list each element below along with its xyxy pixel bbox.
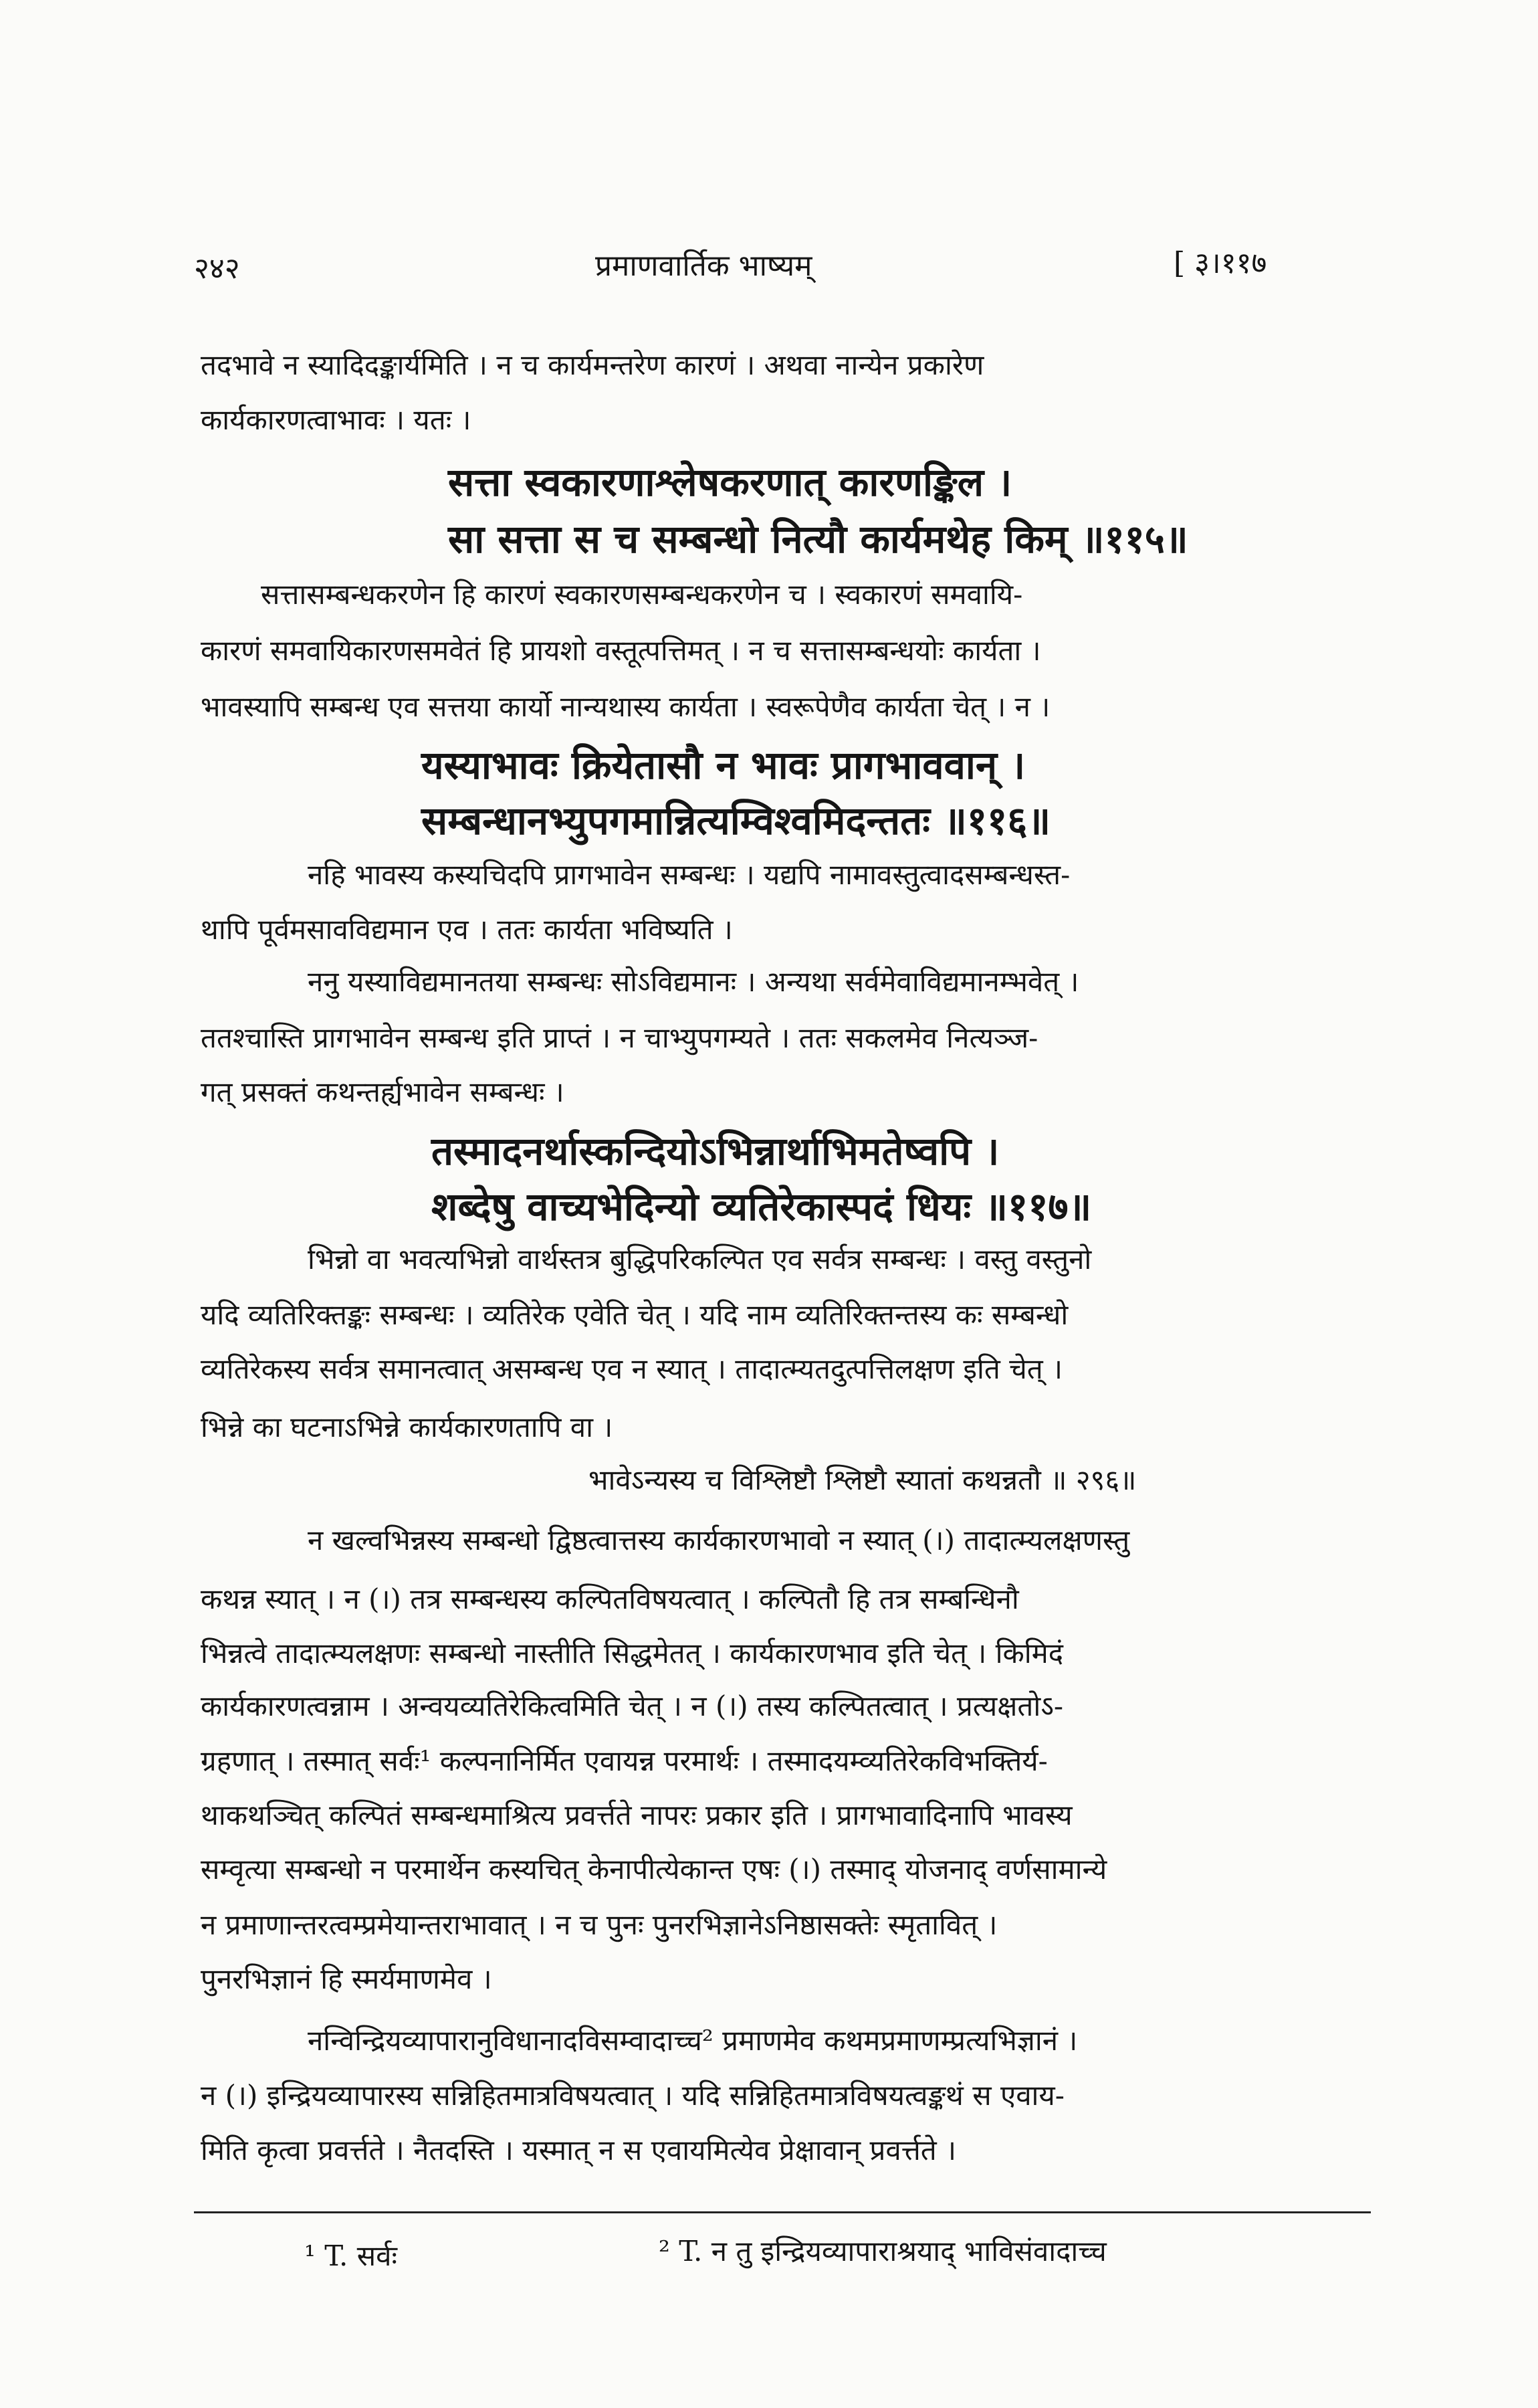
prose-line: कार्यकारणत्वन्नाम । अन्वयव्यतिरेकित्वमिति चेत् । न (।) तस्य कल्पितत्वात् । प्रत्यक्षतोऽ- [201, 1690, 1064, 1722]
prose-line: भिन्नत्वे तादात्म्यलक्षणः सम्बन्धो नास्तीति सिद्धमेतत् । कार्यकारणभाव इति चेत् । किमिदं [201, 1637, 1064, 1670]
prose-line: न खल्वभिन्नस्य सम्बन्धो द्विष्ठत्वात्तस्य कार्यकारणभावो न स्यात् (।) तादात्म्यलक्षणस्तु [308, 1524, 1130, 1557]
prose-line: पुनरभिज्ञानं हि स्मर्यमाणमेव । [201, 1963, 492, 1995]
prose-line: नन्विन्द्रियव्यापारानुविधानादविसम्वादाच्च² प्रमाणमेव कथमप्रमाणम्प्रत्यभिज्ञानं । [308, 2024, 1078, 2057]
prose-line: यदि व्यतिरिक्तङ्कः सम्बन्धः । व्यतिरेक एवेति चेत् । यदि नाम व्यतिरिक्तन्तस्य कः सम्बन्धो [201, 1298, 1069, 1331]
prose-line: सत्तासम्बन्धकरणेन हि कारणं स्वकारणसम्बन्धकरणेन च । स्वकारणं समवायि- [261, 578, 1023, 611]
verse-line: तस्मादनर्थास्कन्दियोऽभिन्नार्थाभिमतेष्वपि । [431, 1128, 1000, 1174]
footnote-2: ² T. न तु इन्द्रियव्यापाराश्रयाद् भाविसंवादाच्च [659, 2235, 1107, 2268]
prose-line: थापि पूर्वमसावविद्यमान एव । ततः कार्यता भविष्यति । [201, 913, 733, 946]
quoted-verse-line: भिन्ने का घटनाऽभिन्ने कार्यकारणतापि वा । [201, 1411, 613, 1443]
footnote-divider [194, 2211, 1371, 2213]
prose-line: मिति कृत्वा प्रवर्त्तते । नैतदस्ति । यस्मात् न स एवायमित्येव प्रेक्षावान् प्रवर्त्तते । [201, 2134, 956, 2167]
prose-line: कार्यकारणत्वाभावः । यतः । [201, 403, 471, 436]
prose-line: नहि भावस्य कस्यचिदपि प्रागभावेन सम्बन्धः । यद्यपि नामावस्तुत्वादसम्बन्धस्त- [308, 858, 1071, 891]
prose-line: न प्रमाणान्तरत्वम्प्रमेयान्तराभावात् । न च पुनः पुनरभिज्ञानेऽनिष्ठासक्तेः स्मृतावित् । [201, 1908, 998, 1941]
prose-line: न (।) इन्द्रियव्यापारस्य सन्निहितमात्रविषयत्वात् । यदि सन्निहितमात्रविषयत्वङ्कथं स एवाय- [201, 2079, 1065, 2112]
prose-line: तदभावे न स्यादिदङ्कार्यमिति । न च कार्यमन्तरेण कारणं । अथवा नान्येन प्रकारेण [201, 348, 984, 381]
prose-line: सम्वृत्या सम्बन्धो न परमार्थेन कस्यचित् केनापीत्येकान्त एषः (।) तस्माद् योजनाद् वर्णसामान्ये [201, 1853, 1107, 1886]
prose-line: ततश्चास्ति प्रागभावेन सम्बन्ध इति प्राप्तं । न चाभ्युपगम्यते । ततः सकलमेव नित्यञ्ज- [201, 1021, 1038, 1054]
verse-line: शब्देषु वाच्यभेदिन्यो व्यतिरेकास्पदं धियः ॥११७॥ [431, 1184, 1092, 1229]
verse-line: यस्याभावः क्रियेतासौ न भावः प्रागभाववान् । [421, 742, 1026, 788]
verse-line: सम्बन्धानभ्युपगमान्नित्यम्विश्वमिदन्ततः ॥११६॥ [421, 798, 1051, 843]
prose-line: भिन्नो वा भवत्यभिन्नो वार्थस्तत्र बुद्धिपरिकल्पित एव सर्वत्र सम्बन्धः । वस्तु वस्तुनो [308, 1243, 1092, 1276]
verse-line: सत्ता स्वकारणाश्लेषकरणात् कारणङ्किल । [448, 460, 1012, 505]
prose-line: व्यतिरेकस्य सर्वत्र समानत्वात् असम्बन्ध एव न स्यात् । तादात्म्यतदुत्पत्तिलक्षण इति चेत् । [201, 1352, 1063, 1385]
prose-line: कथन्न स्यात् । न (।) तत्र सम्बन्धस्य कल्पितविषयत्वात् । कल्पितौ हि तत्र सम्बन्धिनौ [201, 1583, 1019, 1615]
section-reference: [ ३।११७ [1174, 246, 1267, 280]
prose-line: ग्रहणात् । तस्मात् सर्वः¹ कल्पनानिर्मित एवायन्न परमार्थः । तस्मादयम्व्यतिरेकविभक्तिर्य- [201, 1744, 1048, 1777]
page-number: २४२ [194, 252, 240, 286]
prose-line: गत् प्रसक्तं कथन्तर्ह्यभावेन सम्बन्धः । [201, 1076, 564, 1108]
quoted-verse-line: भावेऽन्यस्य च विश्लिष्टौ श्लिष्टौ स्यातां कथन्नतौ ॥ २९६॥ [588, 1464, 1137, 1496]
prose-line: ननु यस्याविद्यमानतया सम्बन्धः सोऽविद्यमानः । अन्यथा सर्वमेवाविद्यमानम्भवेत् । [308, 965, 1079, 998]
prose-line: कारणं समवायिकारणसमवेतं हि प्रायशो वस्तूत्पत्तिमत् । न च सत्तासम्बन्धयोः कार्यता । [201, 634, 1041, 667]
footnote-1: ¹ T. सर्वः [304, 2239, 397, 2272]
prose-line: भावस्यापि सम्बन्ध एव सत्तया कार्यो नान्यथास्य कार्यता । स्वरूपेणैव कार्यता चेत् । न । [201, 690, 1051, 723]
running-title: प्रमाणवार्तिक भाष्यम् [595, 249, 812, 283]
prose-line: थाकथञ्चित् कल्पितं सम्बन्धमाश्रित्य प्रवर्त्तते नापरः प्रकार इति । प्रागभावादिनापि भावस्य [201, 1799, 1073, 1831]
verse-line: सा सत्ता स च सम्बन्धो नित्यौ कार्यमथेह किम् ॥११५॥ [448, 516, 1188, 562]
